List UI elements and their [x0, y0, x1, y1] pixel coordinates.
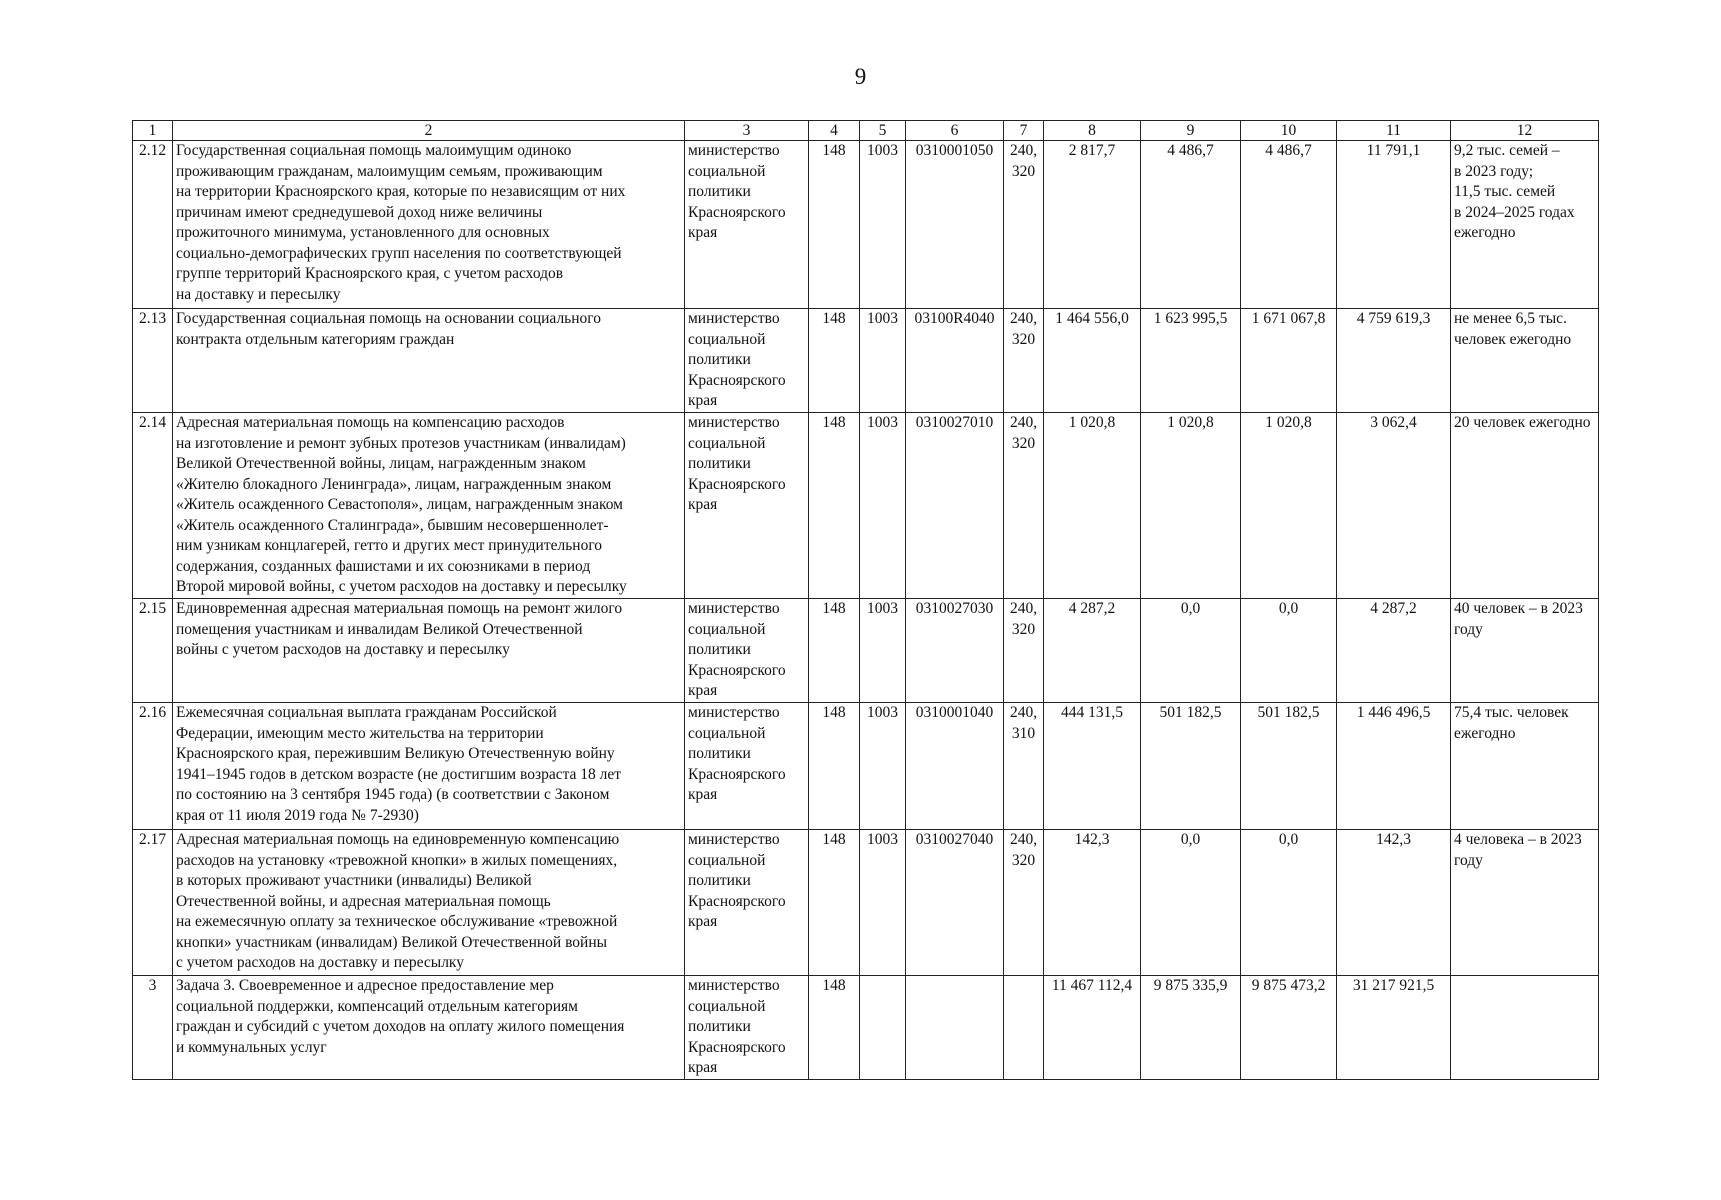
row-number: 2.16 [133, 703, 173, 830]
grbs-code: 148 [809, 976, 860, 1080]
amount-2024: 0,0 [1141, 830, 1241, 976]
amount-2023: 1 020,8 [1044, 413, 1141, 599]
section-code: 1003 [860, 141, 906, 309]
section-code: 1003 [860, 309, 906, 413]
table-row [133, 703, 1599, 830]
amount-2025: 0,0 [1241, 830, 1337, 976]
table-row [133, 599, 1599, 703]
budget-table [132, 120, 1599, 1080]
section-code: 1003 [860, 830, 906, 976]
expense-type-code [1004, 976, 1044, 1080]
expected-result: 4 человека – в 2023 году [1451, 830, 1599, 976]
expense-type-code: 240, 320 [1004, 141, 1044, 309]
expense-type-code: 240, 320 [1004, 830, 1044, 976]
amount-2025: 4 486,7 [1241, 141, 1337, 309]
page-number: 9 [854, 64, 867, 89]
grbs-code: 148 [809, 309, 860, 413]
expected-result: 40 человек – в 2023 году [1451, 599, 1599, 703]
executor: министерство социальной политики Красноярского края [685, 703, 809, 830]
row-number: 2.13 [133, 309, 173, 413]
grbs-code: 148 [809, 141, 860, 309]
amount-2023: 1 464 556,0 [1044, 309, 1141, 413]
measure-name: Адресная материальная помощь на единовременную компенсацию расходов на установку «тревожной кнопки» в жилых помещениях, в которых проживают участники (инвалиды) Великой Отечественной войны, и адресная материальная помощь на ежемесячную оплату за техническое обслуживание «тревожной кнопки» участникам (инвалидам) Великой Отечественной войны с учетом расходов на доставку и пересылку [173, 830, 685, 976]
section-code: 1003 [860, 703, 906, 830]
table-row [133, 976, 1599, 1080]
measure-name: Государственная социальная помощь на основании социального контракта отдельным категориям граждан [173, 309, 685, 413]
table-row [133, 309, 1599, 413]
row-number: 2.12 [133, 141, 173, 309]
row-number: 2.14 [133, 413, 173, 599]
row-number: 3 [133, 976, 173, 1080]
measure-name: Ежемесячная социальная выплата гражданам Российской Федерации, имеющим место жительства на территории Красноярского края, пережившим Великую Отечественную войну 1941–1945 годов в детском возрасте (не достигшим возраста 18 лет по состоянию на 3 сентября 1945 года) (в соответствии с Законом края от 11 июля 2019 года № 7-2930) [173, 703, 685, 830]
column-header: 10 [1241, 121, 1337, 141]
target-article-code: 03100R4040 [906, 309, 1004, 413]
target-article-code: 0310027030 [906, 599, 1004, 703]
column-header: 1 [133, 121, 173, 141]
amount-total: 4 759 619,3 [1337, 309, 1451, 413]
column-header: 9 [1141, 121, 1241, 141]
target-article-code: 0310027010 [906, 413, 1004, 599]
amount-2023: 4 287,2 [1044, 599, 1141, 703]
table-header-row [133, 121, 1599, 141]
target-article-code: 0310001040 [906, 703, 1004, 830]
table-row [133, 413, 1599, 599]
target-article-code [906, 976, 1004, 1080]
amount-2024: 1 623 995,5 [1141, 309, 1241, 413]
column-header: 6 [906, 121, 1004, 141]
amount-2025: 0,0 [1241, 599, 1337, 703]
section-code: 1003 [860, 413, 906, 599]
column-header: 8 [1044, 121, 1141, 141]
table-row [133, 141, 1599, 309]
grbs-code: 148 [809, 830, 860, 976]
amount-2025: 9 875 473,2 [1241, 976, 1337, 1080]
amount-2025: 1 020,8 [1241, 413, 1337, 599]
column-header: 12 [1451, 121, 1599, 141]
grbs-code: 148 [809, 599, 860, 703]
amount-2023: 142,3 [1044, 830, 1141, 976]
expected-result: 9,2 тыс. семей – в 2023 году; 11,5 тыс. семей в 2024–2025 годах ежегодно [1451, 141, 1599, 309]
expected-result [1451, 976, 1599, 1080]
expense-type-code: 240, 320 [1004, 413, 1044, 599]
section-code [860, 976, 906, 1080]
amount-total: 142,3 [1337, 830, 1451, 976]
section-code: 1003 [860, 599, 906, 703]
executor: министерство социальной политики Красноярского края [685, 976, 809, 1080]
amount-2024: 501 182,5 [1141, 703, 1241, 830]
amount-2023: 2 817,7 [1044, 141, 1141, 309]
executor: министерство социальной политики Красноярского края [685, 141, 809, 309]
column-header: 5 [860, 121, 906, 141]
amount-2024: 9 875 335,9 [1141, 976, 1241, 1080]
column-header: 4 [809, 121, 860, 141]
target-article-code: 0310027040 [906, 830, 1004, 976]
amount-2023: 11 467 112,4 [1044, 976, 1141, 1080]
expected-result: 20 человек ежегодно [1451, 413, 1599, 599]
measure-name: Государственная социальная помощь малоимущим одиноко проживающим гражданам, малоимущим семьям, проживающим на территории Красноярского края, которые по независящим от них причинам имеют среднедушевой доход ниже величины прожиточного минимума, установленного для основных социально-демографических групп населения по соответствующей группе территорий Красноярского края, с учетом расходов на доставку и пересылку [173, 141, 685, 309]
amount-total: 11 791,1 [1337, 141, 1451, 309]
amount-2024: 0,0 [1141, 599, 1241, 703]
expense-type-code: 240, 310 [1004, 703, 1044, 830]
amount-total: 3 062,4 [1337, 413, 1451, 599]
measure-name: Адресная материальная помощь на компенсацию расходов на изготовление и ремонт зубных протезов участникам (инвалидам) Великой Отечественной войны, лицам, награжденным знаком «Жителю блокадного Ленинграда», лицам, награжденным знаком «Житель осажденного Севастополя», лицам, награжденным знаком «Житель осажденного Сталинграда», бывшим несовершеннолет- ним узникам концлагерей, гетто и других мест принудительного содержания, созданных фашистами и их союзниками в период Второй мировой войны, с учетом расходов на доставку и пересылку [173, 413, 685, 599]
amount-2025: 1 671 067,8 [1241, 309, 1337, 413]
grbs-code: 148 [809, 703, 860, 830]
amount-2024: 1 020,8 [1141, 413, 1241, 599]
table-row [133, 830, 1599, 976]
column-header: 3 [685, 121, 809, 141]
amount-total: 31 217 921,5 [1337, 976, 1451, 1080]
executor: министерство социальной политики Красноярского края [685, 599, 809, 703]
row-number: 2.17 [133, 830, 173, 976]
amount-2025: 501 182,5 [1241, 703, 1337, 830]
grbs-code: 148 [809, 413, 860, 599]
amount-2023: 444 131,5 [1044, 703, 1141, 830]
measure-name: Задача 3. Своевременное и адресное предоставление мер социальной поддержки, компенсаций отдельным категориям граждан и субсидий с учетом доходов на оплату жилого помещения и коммунальных услуг [173, 976, 685, 1080]
expected-result: не менее 6,5 тыс. человек ежегодно [1451, 309, 1599, 413]
amount-total: 4 287,2 [1337, 599, 1451, 703]
amount-2024: 4 486,7 [1141, 141, 1241, 309]
amount-total: 1 446 496,5 [1337, 703, 1451, 830]
column-header: 2 [173, 121, 685, 141]
row-number: 2.15 [133, 599, 173, 703]
executor: министерство социальной политики Красноярского края [685, 309, 809, 413]
executor: министерство социальной политики Красноярского края [685, 413, 809, 599]
expected-result: 75,4 тыс. человек ежегодно [1451, 703, 1599, 830]
measure-name: Единовременная адресная материальная помощь на ремонт жилого помещения участникам и инвалидам Великой Отечественной войны с учетом расходов на доставку и пересылку [173, 599, 685, 703]
column-header: 7 [1004, 121, 1044, 141]
expense-type-code: 240, 320 [1004, 309, 1044, 413]
target-article-code: 0310001050 [906, 141, 1004, 309]
executor: министерство социальной политики Красноярского края [685, 830, 809, 976]
column-header: 11 [1337, 121, 1451, 141]
expense-type-code: 240, 320 [1004, 599, 1044, 703]
